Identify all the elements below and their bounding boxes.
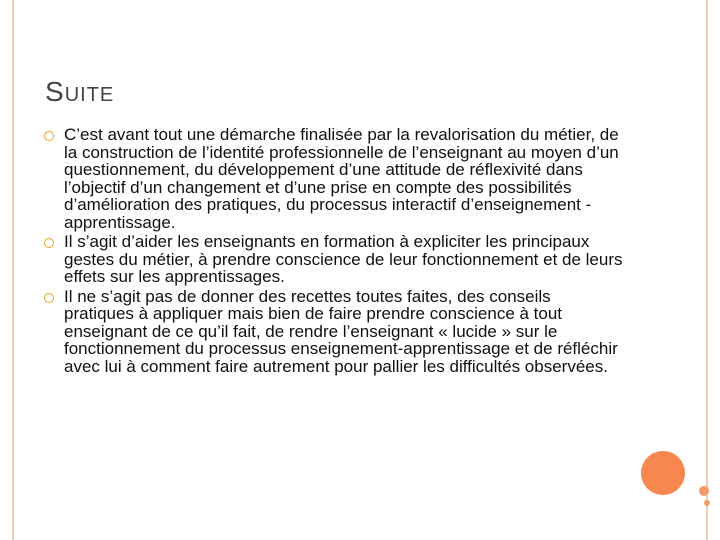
bullet-text: C’est avant tout une démarche finalisée par la revalorisation du métier, de la construction de l’identité professionnelle de l’enseignant au moyen d’un questionnement, du développement d’une attitude de réflexivité dans l’objectif d’un changement et d’une prise en compte des possibilités d’amélioration des pratiques, du processus interactif d’enseignement -apprentissage. <box>64 125 619 232</box>
bullet-text: Il s’agit d’aider les enseignants en formation à expliciter les principaux gestes du métier, à prendre conscience de leur fonctionnement et de leurs effets sur les apprentissages. <box>64 232 623 286</box>
decorative-circle-small <box>699 486 709 496</box>
bullet-item <box>44 233 624 286</box>
bullet-circle-icon <box>44 131 54 141</box>
slide-title-rest: UITE <box>64 84 115 106</box>
bullet-item <box>44 288 624 376</box>
bullet-text: Il ne s’agit pas de donner des recettes toutes faites, des conseils pratiques à appliquer mais bien de faire prendre conscience à tout enseignant de ce qu’il fait, de rendre l’enseignant « lucide » sur le fonctionnement du processus enseignement-apprentissage et de réfléchir avec lui à comment faire autrement pour pallier les difficultés observées. <box>64 286 618 376</box>
decorative-circle-large <box>641 451 685 495</box>
slide-title-initial: S <box>45 76 65 107</box>
bullet-circle-icon <box>44 293 54 303</box>
bullet-list <box>44 126 624 377</box>
bullet-item <box>44 126 624 231</box>
bullet-circle-icon <box>44 238 54 248</box>
slide-title <box>45 76 114 111</box>
decorative-circle-tiny <box>704 500 710 506</box>
